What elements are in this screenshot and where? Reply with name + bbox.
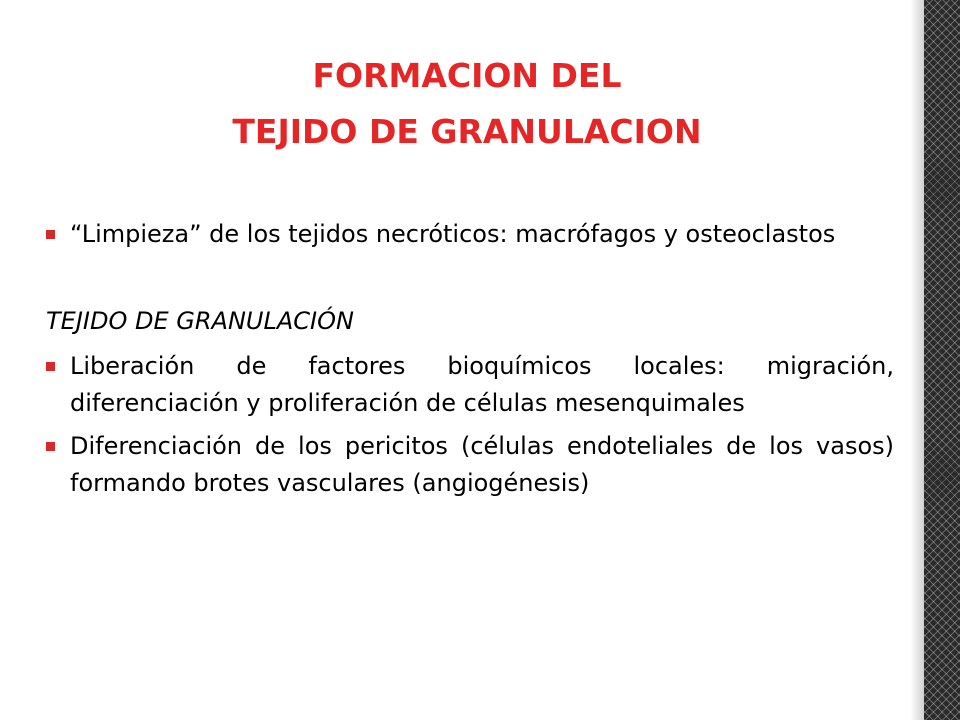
title-line-2: TEJIDO DE GRANULACION	[232, 112, 702, 151]
bullet-text: “Limpieza” de los tejidos necróticos: macrófagos y osteoclastos	[70, 220, 836, 248]
bullet-item	[46, 216, 894, 253]
slide-body	[46, 216, 894, 502]
section-heading: TEJIDO DE GRANULACIÓN	[46, 307, 354, 335]
bullet-text: Liberación de factores bioquímicos locales: migración, diferenciación y proliferación de células mesenquimales	[70, 352, 894, 417]
square-bullet-icon	[46, 362, 55, 371]
square-bullet-icon	[46, 230, 55, 239]
title-line-1: FORMACION DEL	[312, 56, 622, 95]
bullet-text: Diferenciación de los pericitos (células endoteliales de los vasos) formando brotes vasculares (angiogénesis)	[70, 432, 894, 497]
bullet-item	[46, 428, 894, 502]
square-bullet-icon	[46, 442, 55, 451]
slide-title	[0, 48, 934, 160]
bullet-item	[46, 348, 894, 422]
